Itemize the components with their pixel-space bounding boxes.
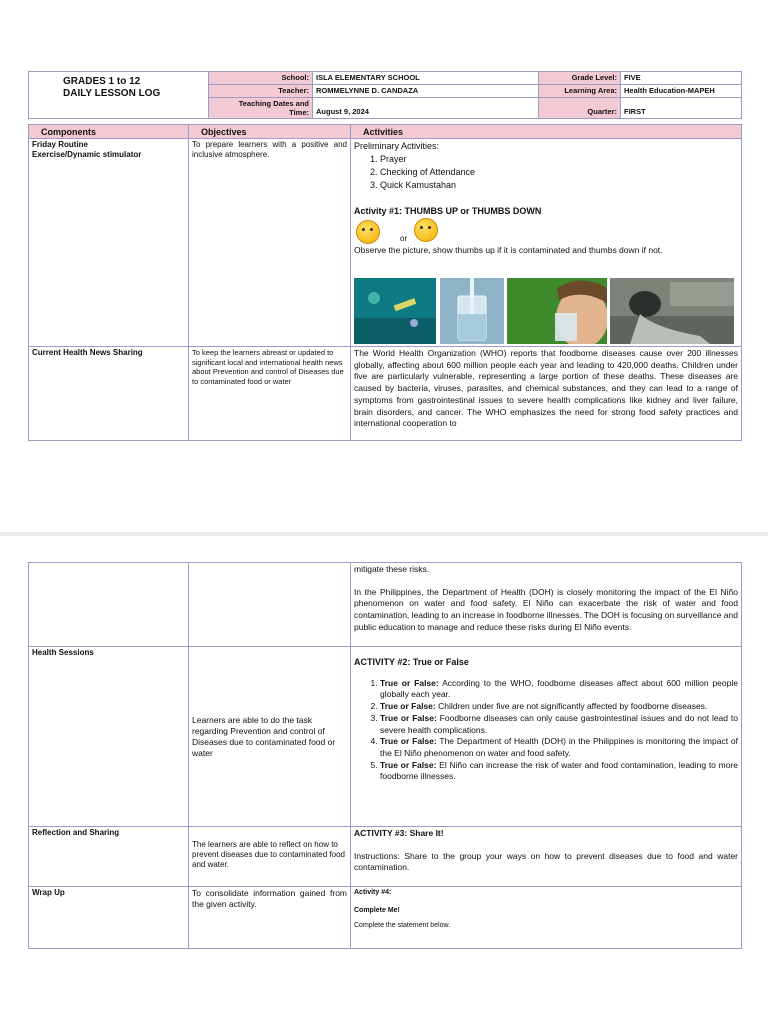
list-item [380, 736, 738, 759]
tf-lead: True or False: [380, 701, 436, 712]
column-header-objectives: Objectives [189, 125, 351, 139]
activity-continued [351, 563, 742, 647]
learning-area-label: Learning Area: [539, 85, 621, 98]
tf-text: The Department of Health (DOH) in the Philippines is monitoring the impact of the El Niño phenomenon on water and food safety. [380, 736, 738, 758]
tf-lead: True or False: [380, 736, 437, 747]
school-label: School: [209, 72, 313, 85]
objective-text: Learners are able to do the task regarding Prevention and control of Diseases due to contaminated food or water [192, 714, 336, 758]
contaminated-water-photo [354, 278, 436, 344]
objective-continued [189, 563, 351, 647]
child-drinking-water-photo [507, 278, 607, 344]
teacher-label: Teacher: [209, 85, 313, 98]
activity-1-title: Activity #1: THUMBS UP or THUMBS DOWN [354, 206, 542, 216]
objective-health-news: To keep the learners abreast or updated to significant local and international health news about Prevention and control of Diseases due to contaminated food or water [189, 347, 351, 441]
list-item: 3. Quick Kamustahan [380, 179, 738, 192]
teaching-dates-label [209, 98, 313, 119]
objective-friday-routine: To prepare learners with a positive and inclusive atmosphere. [189, 139, 351, 347]
continued-text-2: In the Philippines, the Department of Health (DOH) is closely monitoring the impact of the El Niño phenomenon on water and food safety. El Niño can exacerbate the risk of water and food contamination, leading to an increase in foodborne illnesses. The DOH is focusing on surveillance and public education to manage and reduce these risks during El Niño events. [354, 586, 738, 632]
thumbs-emoji-row [354, 218, 738, 244]
dates-label-line-1: Teaching Dates and [238, 99, 309, 108]
component-line-1: Friday Routine [32, 140, 89, 149]
lesson-table-page-2 [28, 562, 742, 949]
activity-health-news: The World Health Organization (WHO) reports that foodborne diseases cause over 200 illnesses globally, affecting about 600 million people each year and leading to 420,000 deaths. Children under five are particularly vulnerable, representing a large portion of these deaths. These diseases are caused by bacteria, viruses, parasites, and chemical substances, and they can lead to a range of symptoms from gastrointestinal issues to severe health complications like kidney and liver failure, brain disorders, and cancer. The WHO emphasizes the need for strong food safety practices and international cooperation to [351, 347, 742, 441]
quarter-label: Quarter: [539, 98, 621, 119]
grade-level-label: Grade Level: [539, 72, 621, 85]
list-item: 2. Checking of Attendance [380, 166, 738, 179]
learning-area-value: Health Education-MAPEH [621, 85, 742, 98]
activity-3-title: ACTIVITY #3: Share It! [354, 828, 444, 838]
school-value: ISLA ELEMENTARY SCHOOL [313, 72, 539, 85]
or-text: or [400, 234, 408, 243]
continued-text-1: mitigate these risks. [354, 564, 430, 574]
tf-text: According to the WHO, foodborne diseases affect about 600 million people globally each year. [380, 677, 738, 700]
list-item: 1. Prayer [380, 153, 738, 166]
list-item [380, 701, 738, 713]
activity-4-subtitle: Complete Me! [354, 907, 400, 914]
document-page-2 [0, 536, 768, 1024]
preliminary-activities-list [354, 153, 738, 192]
objective-reflection [189, 827, 351, 887]
lesson-log-title [29, 72, 209, 119]
preliminary-activities-label: Preliminary Activities: [354, 141, 440, 151]
component-friday-routine [29, 139, 189, 347]
activity-health-sessions [351, 647, 742, 827]
component-continued [29, 563, 189, 647]
true-false-list [354, 678, 738, 783]
component-line-2: Exercise/Dynamic stimulator [32, 150, 142, 159]
list-item [380, 713, 738, 736]
activity-4-instruction: Complete the statement below. [354, 922, 451, 929]
list-item [380, 678, 738, 701]
tf-lead: True or False: [380, 759, 437, 770]
sewage-pipe-outflow-photo [610, 278, 734, 344]
tf-text: Foodborne diseases can only cause gastrointestinal issues and do not lead to severe health complications. [380, 712, 738, 735]
component-reflection: Reflection and Sharing [29, 827, 189, 887]
title-line-1: GRADES 1 to 12 [63, 76, 141, 87]
tf-text: El Niño can increase the risk of water and food contamination, leading to more foodborne illnesses. [380, 759, 738, 782]
activity-reflection [351, 827, 742, 887]
activity-1-instruction: Observe the picture, show thumbs up if it is contaminated and thumbs down if not. [354, 245, 663, 255]
teacher-value: ROMMELYNNE D. CANDAZA [313, 85, 539, 98]
grade-level-value: FIVE [621, 72, 742, 85]
quarter-value: FIRST [621, 98, 742, 119]
glass-of-water-photo [440, 278, 504, 344]
tf-lead: True or False: [380, 712, 437, 723]
column-header-activities: Activities [351, 125, 742, 139]
activity-wrap-up [351, 887, 742, 949]
dates-label-line-2: Time: [289, 108, 309, 117]
component-health-news: Current Health News Sharing [29, 347, 189, 441]
column-header-components: Components [29, 125, 189, 139]
thumbs-up-emoji-icon [356, 220, 380, 244]
objective-health-sessions [189, 647, 351, 827]
activity-4-title: Activity #4: [354, 889, 392, 896]
component-wrap-up: Wrap Up [29, 887, 189, 949]
objective-text: The learners are able to reflect on how to prevent diseases due to contaminated food and water. [192, 840, 345, 869]
activity-3-instruction: Instructions: Share to the group your ways on how to prevent diseases due to food and water contamination. [354, 850, 738, 873]
tf-lead: True or False: [380, 677, 439, 688]
teaching-dates-value: August 9, 2024 [313, 98, 539, 119]
thumbs-down-emoji-icon [414, 218, 438, 242]
list-item [380, 760, 738, 783]
activity-2-title: ACTIVITY #2: True or False [354, 657, 469, 667]
component-health-sessions: Health Sessions [29, 647, 189, 827]
objective-wrap-up: To consolidate information gained from the given activity. [189, 887, 351, 949]
tf-text: Children under five are not significantly affected by foodborne diseases. [435, 701, 708, 712]
title-line-2: DAILY LESSON LOG [63, 88, 161, 99]
header-table [28, 71, 742, 119]
